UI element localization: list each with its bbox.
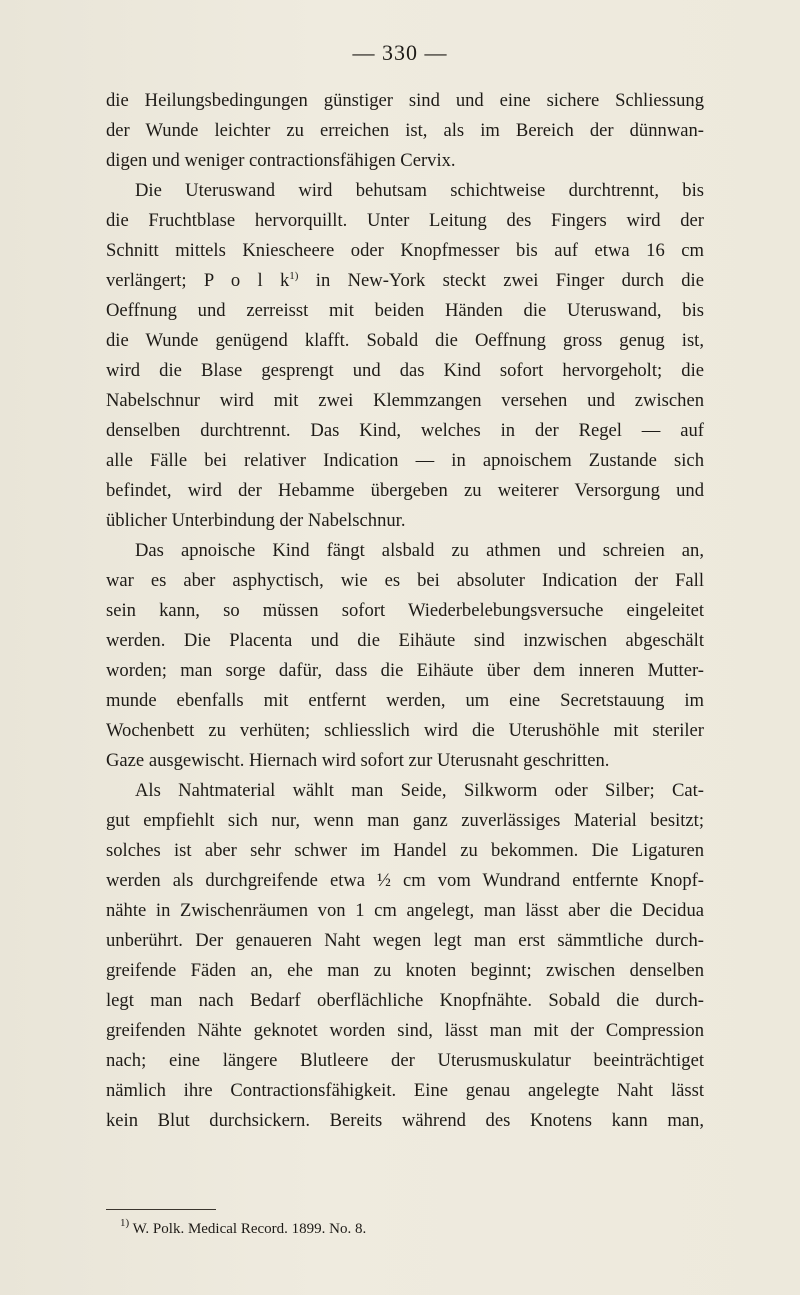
text-line: üblicher Unterbindung der Nabelschnur. <box>106 510 406 531</box>
text-line: kein Blut durchsickern. Bereits während des Knotens kann man, <box>106 1110 704 1131</box>
text-line: Als Nahtmaterial wählt man Seide, Silkworm oder Silber; Cat- <box>135 780 704 801</box>
text-line: Gaze ausgewischt. Hiernach wird sofort zur Uterusnaht geschritten. <box>106 750 610 771</box>
text-line: unberührt. Der genaueren Naht wegen legt man erst sämmtliche durch- <box>106 930 704 951</box>
text-line: Oeffnung und zerreisst mit beiden Händen die Uteruswand, bis <box>106 300 704 321</box>
text-line: der Wunde leichter zu erreichen ist, als im Bereich der dünnwan- <box>106 120 704 141</box>
body-text <box>106 86 704 1136</box>
text-segment: in New-York steckt zwei Finger durch die <box>298 270 704 291</box>
text-line: Wochenbett zu verhüten; schliesslich wird die Uterushöhle mit steriler <box>106 720 704 741</box>
text-line: nach; eine längere Blutleere der Uterusmuskulatur beeinträchtiget <box>106 1050 704 1071</box>
text-line: greifenden Nähte geknotet worden sind, lässt man mit der Compression <box>106 1020 704 1041</box>
footnote-text: W. Polk. Medical Record. 1899. No. 8. <box>129 1221 367 1237</box>
text-line: alle Fälle bei relativer Indication — in apnoischem Zustande sich <box>106 450 704 471</box>
footnote <box>120 1219 366 1239</box>
text-line: Die Uteruswand wird behutsam schichtweise durchtrennt, bis <box>135 180 704 201</box>
text-line: gut empfiehlt sich nur, wenn man ganz zuverlässiges Material besitzt; <box>106 810 704 831</box>
text-line: die Heilungsbedingungen günstiger sind und eine sichere Schliessung <box>106 90 704 111</box>
text-line: Das apnoische Kind fängt alsbald zu athmen und schreien an, <box>135 540 704 561</box>
text-line: sein kann, so müssen sofort Wiederbelebungsversuche eingeleitet <box>106 600 704 621</box>
text-line: digen und weniger contractionsfähigen Cervix. <box>106 150 456 171</box>
text-line: wird die Blase gesprengt und das Kind sofort hervorgeholt; die <box>106 360 704 381</box>
text-line: greifende Fäden an, ehe man zu knoten beginnt; zwischen denselben <box>106 960 704 981</box>
text-line: die Fruchtblase hervorquillt. Unter Leitung des Fingers wird der <box>106 210 704 231</box>
text-line: werden. Die Placenta und die Eihäute sind inzwischen abgeschält <box>106 630 704 651</box>
text-line: war es aber asphyctisch, wie es bei absoluter Indication der Fall <box>106 570 704 591</box>
text-line: die Wunde genügend klafft. Sobald die Oeffnung gross genug ist, <box>106 330 704 351</box>
text-line: denselben durchtrennt. Das Kind, welches in der Regel — auf <box>106 420 704 441</box>
text-line: worden; man sorge dafür, dass die Eihäute über dem inneren Mutter- <box>106 660 704 681</box>
text-line: solches ist aber sehr schwer im Handel zu bekommen. Die Ligaturen <box>106 840 704 861</box>
page-number: — 330 — <box>352 40 448 65</box>
text-line: befindet, wird der Hebamme übergeben zu weiterer Versorgung und <box>106 480 704 501</box>
text-line: werden als durchgreifende etwa ½ cm vom Wundrand entfernte Knopf- <box>106 870 704 891</box>
text-line: Schnitt mittels Kniescheere oder Knopfmesser bis auf etwa 16 cm <box>106 240 704 261</box>
text-line: munde ebenfalls mit entfernt werden, um eine Secretstauung im <box>106 690 704 711</box>
text-segment: verlängert; P o l k <box>106 270 290 291</box>
footnote-marker: 1) <box>120 1217 130 1229</box>
footnote-divider <box>106 1209 216 1210</box>
text-line-with-footnote-ref <box>106 266 704 296</box>
text-line: legt man nach Bedarf oberflächliche Knopfnähte. Sobald die durch- <box>106 990 704 1011</box>
text-line: nämlich ihre Contractionsfähigkeit. Eine genau angelegte Naht lässt <box>106 1080 704 1101</box>
text-line: Nabelschnur wird mit zwei Klemmzangen versehen und zwischen <box>106 390 704 411</box>
text-line: nähte in Zwischenräumen von 1 cm angelegt, man lässt aber die Decidua <box>106 900 704 921</box>
footnote-reference: 1) <box>289 270 299 282</box>
